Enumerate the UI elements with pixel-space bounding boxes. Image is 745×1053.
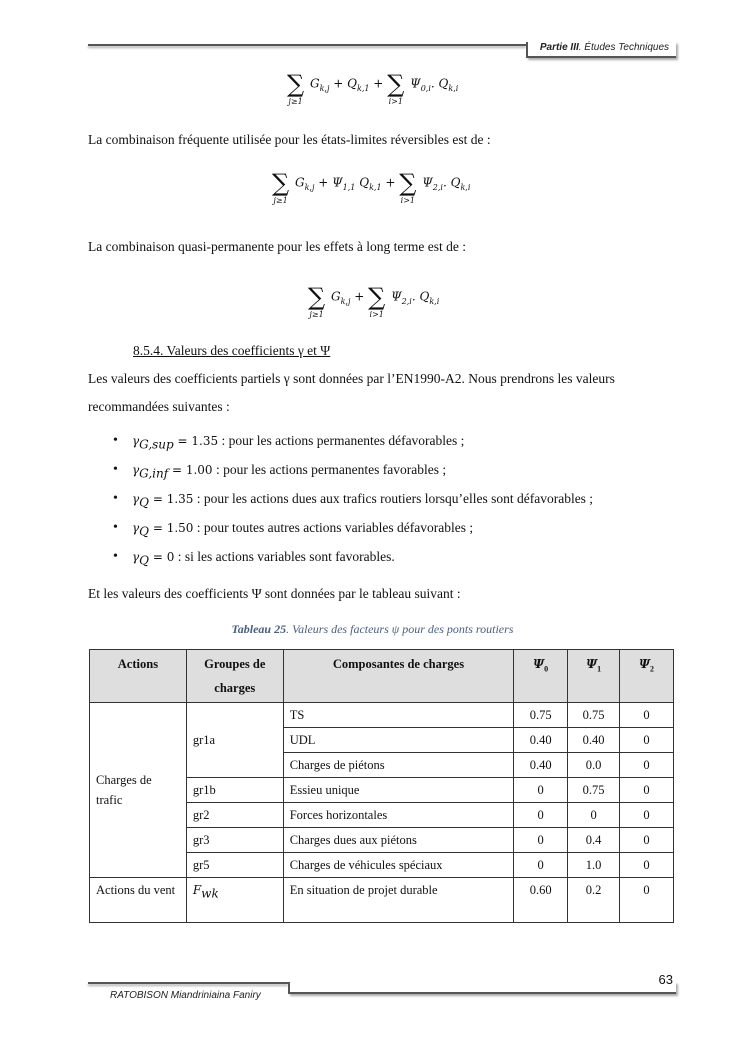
cell-component: En situation de projet durable xyxy=(283,878,513,923)
header-psi0: $\Psi_0$ xyxy=(514,650,568,703)
cell-psi2: 0 xyxy=(620,753,674,778)
header-rule xyxy=(88,44,526,46)
footer-author: RATOBISON Miandriniaina Faniry xyxy=(110,990,261,1001)
cell-group: $F_{wk}$ xyxy=(186,878,283,923)
cell-component: Essieu unique xyxy=(283,778,513,803)
cell-component: Charges de véhicules spéciaux xyxy=(283,853,513,878)
list-item: • $\gamma_{G,inf} = 1.00$ : pour les actions permanentes favorables ; xyxy=(88,455,593,484)
cell-psi1: 0.0 xyxy=(568,753,620,778)
header-groups: Groupes de charges xyxy=(186,650,283,703)
cell-psi1: 0 xyxy=(568,803,620,828)
formula-frequent: ∑ j≥1 $G_{k,j} + \Psi_{1,1}$ $Q_{k,1}$ + ∑ i>1 $\Psi_{2,i}$. $Q_{k,i}$ xyxy=(272,169,471,205)
list-item: • $\gamma_{G,sup} = 1.35$ : pour les actions permanentes défavorables ; xyxy=(88,426,593,455)
cell-psi0: 0 xyxy=(514,778,568,803)
paragraph-psi-intro: Et les valeurs des coefficients Ψ sont données par le tableau suivant : xyxy=(88,586,461,601)
section-heading: 8.5.4. Valeurs des coefficients γ et Ψ xyxy=(133,343,331,358)
cell-group: gr2 xyxy=(186,803,283,828)
paragraph-quasi-permanent: La combinaison quasi-permanente pour les effets à long terme est de : xyxy=(88,239,466,254)
footer-rule xyxy=(88,982,288,984)
cell-component: Charges de piétons xyxy=(283,753,513,778)
gamma-values-list xyxy=(88,426,593,571)
page-number: 63 xyxy=(658,972,673,987)
table-header-row xyxy=(90,650,674,703)
header-actions: Actions xyxy=(90,650,187,703)
cell-component: UDL xyxy=(283,728,513,753)
cell-psi2: 0 xyxy=(620,853,674,878)
cell-psi1: 0.2 xyxy=(568,878,620,923)
cell-psi2: 0 xyxy=(620,778,674,803)
cell-psi1: 0.4 xyxy=(568,828,620,853)
list-item: • $\gamma_Q = 0$ : si les actions variables sont favorables. xyxy=(88,542,593,571)
cell-component: Charges dues aux piétons xyxy=(283,828,513,853)
paragraph-frequent: La combinaison fréquente utilisée pour les états-limites réversibles est de : xyxy=(88,132,491,147)
cell-group: gr3 xyxy=(186,828,283,853)
running-header: Partie III. Études Techniques xyxy=(539,42,669,53)
cell-psi1: 0.40 xyxy=(568,728,620,753)
cell-component: TS xyxy=(283,703,513,728)
cell-psi2: 0 xyxy=(620,703,674,728)
cell-psi0: 0.40 xyxy=(514,753,568,778)
cell-group: gr1b xyxy=(186,778,283,803)
cell-psi0: 0 xyxy=(514,828,568,853)
cell-psi1: 0.75 xyxy=(568,703,620,728)
list-item: • $\gamma_Q = 1.35$ : pour les actions dues aux trafics routiers lorsqu’elles sont défavorables ; xyxy=(88,484,593,513)
table-row-wind xyxy=(90,878,674,923)
cell-psi0: 0 xyxy=(514,853,568,878)
formula-quasi-permanent: ∑ j≥1 $G_{k,j}$ + ∑ i>1 $\Psi_{2,i}$. $Q_{k,i}$ xyxy=(308,283,440,319)
list-item: • $\gamma_Q = 1.50$ : pour toutes autres actions variables défavorables ; xyxy=(88,513,593,542)
cell-group: gr1a xyxy=(186,703,283,778)
cell-action-wind: Actions du vent xyxy=(90,878,187,923)
cell-psi0: 0.40 xyxy=(514,728,568,753)
header-psi1: $\Psi_1$ xyxy=(568,650,620,703)
table-row xyxy=(90,703,674,728)
cell-psi0: 0.60 xyxy=(514,878,568,923)
cell-psi1: 0.75 xyxy=(568,778,620,803)
cell-psi2: 0 xyxy=(620,878,674,923)
cell-psi0: 0.75 xyxy=(514,703,568,728)
cell-group: gr5 xyxy=(186,853,283,878)
footer-tab-frame xyxy=(288,982,676,994)
cell-psi2: 0 xyxy=(620,803,674,828)
paragraph-partial-coefficients: Les valeurs des coefficients partiels γ sont données par l’EN1990-A2. Nous prendrons les valeurs recommandées suivantes : xyxy=(88,371,615,414)
formula-fundamental: ∑ j≥1 $G_{k,j} + Q_{k,1}$ + ∑ i>1 $\Psi_{0,i}$. $Q_{k,i}$ xyxy=(287,70,459,106)
cell-psi0: 0 xyxy=(514,803,568,828)
cell-component: Forces horizontales xyxy=(283,803,513,828)
cell-psi1: 1.0 xyxy=(568,853,620,878)
header-components: Composantes de charges xyxy=(283,650,513,703)
table-caption: Tableau 25. Valeurs des facteurs ψ pour des ponts routiers xyxy=(231,622,514,636)
header-psi2: $\Psi_2$ xyxy=(620,650,674,703)
cell-psi2: 0 xyxy=(620,828,674,853)
cell-action-traffic: Charges de trafic xyxy=(90,703,187,878)
psi-coefficients-table xyxy=(89,649,674,923)
cell-psi2: 0 xyxy=(620,728,674,753)
